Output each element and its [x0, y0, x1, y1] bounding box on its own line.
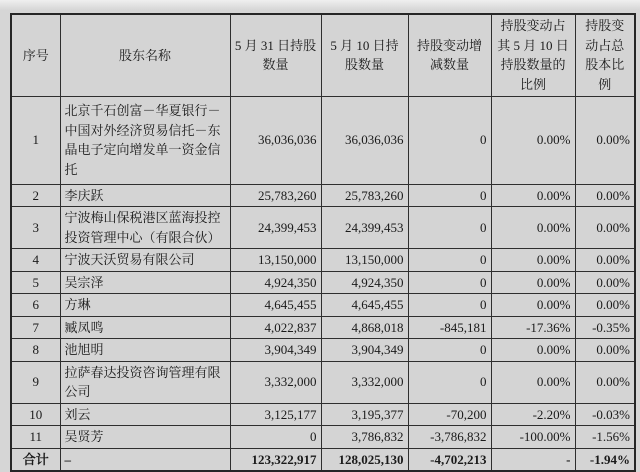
cell-change: 0 [408, 271, 491, 294]
cell-may10: 3,332,000 [321, 361, 408, 403]
cell-may31: 4,645,455 [230, 294, 321, 317]
cell-may31: 3,125,177 [230, 403, 321, 426]
cell-change: -70,200 [408, 403, 491, 426]
table-header [11, 14, 635, 96]
cell-name: 吴贤芳 [60, 426, 230, 449]
table-row [11, 403, 635, 426]
cell-may31: 36,036,036 [230, 96, 321, 184]
cell-pct_of_may10: -2.20% [491, 403, 575, 426]
cell-change: 0 [408, 184, 491, 207]
cell-pct_of_total: 0.00% [575, 294, 635, 317]
cell-name: 臧凤鸣 [60, 316, 230, 339]
cell-name: 吴宗泽 [60, 271, 230, 294]
cell-name: 池旭明 [60, 339, 230, 362]
column-header-pct_of_may10: 持股变动占其 5 月 10 日持股数量的比例 [491, 14, 575, 96]
table-row [11, 361, 635, 403]
cell-no: 3 [11, 207, 60, 249]
table-body [11, 96, 635, 471]
cell-pct_of_may10: 0.00% [491, 361, 575, 403]
cell-may31: 3,904,349 [230, 339, 321, 362]
cell-change: -3,786,832 [408, 426, 491, 449]
cell-may10: 3,786,832 [321, 426, 408, 449]
cell-pct_of_total: 0.00% [575, 271, 635, 294]
cell-pct_of_total: 0.00% [575, 96, 635, 184]
cell-change: -845,181 [408, 316, 491, 339]
column-header-pct_of_total: 持股变动占总股本比例 [575, 14, 635, 96]
column-header-may10: 5 月 10 日持股数量 [321, 14, 408, 96]
header-row [11, 14, 635, 96]
cell-name: 刘云 [60, 403, 230, 426]
total-row [11, 448, 635, 471]
cell-may31: 0 [230, 426, 321, 449]
total-cell-change: -4,702,213 [408, 448, 491, 471]
table-row [11, 96, 635, 184]
cell-pct_of_may10: 0.00% [491, 339, 575, 362]
cell-no: 5 [11, 271, 60, 294]
cell-may31: 4,924,350 [230, 271, 321, 294]
cell-may31: 25,783,260 [230, 184, 321, 207]
cell-may10: 4,924,350 [321, 271, 408, 294]
cell-pct_of_may10: -17.36% [491, 316, 575, 339]
total-cell-name: – [60, 448, 230, 471]
column-header-no: 序号 [11, 14, 60, 96]
cell-pct_of_total: -0.03% [575, 403, 635, 426]
table-row [11, 207, 635, 249]
cell-may10: 24,399,453 [321, 207, 408, 249]
cell-change: 0 [408, 249, 491, 272]
cell-change: 0 [408, 96, 491, 184]
cell-name: 北京千石创富－华夏银行－中国对外经济贸易信托－东晶电子定向增发单一资金信托 [60, 96, 230, 184]
cell-pct_of_total: -0.35% [575, 316, 635, 339]
cell-name: 李庆跃 [60, 184, 230, 207]
total-cell-no: 合计 [11, 448, 60, 471]
cell-may10: 3,195,377 [321, 403, 408, 426]
total-cell-may10: 128,025,130 [321, 448, 408, 471]
table-row [11, 294, 635, 317]
cell-change: 0 [408, 207, 491, 249]
shareholder-holdings-table [10, 13, 636, 472]
table-row [11, 316, 635, 339]
cell-may10: 4,868,018 [321, 316, 408, 339]
cell-may10: 25,783,260 [321, 184, 408, 207]
cell-pct_of_total: 0.00% [575, 361, 635, 403]
table-row [11, 426, 635, 449]
cell-pct_of_may10: 0.00% [491, 207, 575, 249]
cell-pct_of_may10: 0.00% [491, 96, 575, 184]
table-row [11, 184, 635, 207]
cell-pct_of_may10: 0.00% [491, 184, 575, 207]
cell-change: 0 [408, 361, 491, 403]
cell-may10: 3,904,349 [321, 339, 408, 362]
total-cell-pct_of_may10: - [491, 448, 575, 471]
cell-may10: 13,150,000 [321, 249, 408, 272]
table-row [11, 339, 635, 362]
table-row [11, 249, 635, 272]
cell-no: 2 [11, 184, 60, 207]
total-cell-may31: 123,322,917 [230, 448, 321, 471]
cell-may31: 4,022,837 [230, 316, 321, 339]
cell-name: 拉萨春达投资咨询管理有限公司 [60, 361, 230, 403]
cell-may31: 13,150,000 [230, 249, 321, 272]
cell-pct_of_may10: 0.00% [491, 271, 575, 294]
cell-name: 方琳 [60, 294, 230, 317]
column-header-name: 股东名称 [60, 14, 230, 96]
cell-no: 1 [11, 96, 60, 184]
cell-no: 4 [11, 249, 60, 272]
cell-pct_of_total: 0.00% [575, 207, 635, 249]
cell-no: 9 [11, 361, 60, 403]
cell-name: 宁波梅山保税港区蓝海投控投资管理中心（有限合伙） [60, 207, 230, 249]
cell-may10: 36,036,036 [321, 96, 408, 184]
total-cell-pct_of_total: -1.94% [575, 448, 635, 471]
cell-may31: 24,399,453 [230, 207, 321, 249]
table-row [11, 271, 635, 294]
cell-change: 0 [408, 339, 491, 362]
cell-no: 11 [11, 426, 60, 449]
cell-pct_of_may10: -100.00% [491, 426, 575, 449]
cell-no: 10 [11, 403, 60, 426]
cell-no: 6 [11, 294, 60, 317]
cell-pct_of_total: 0.00% [575, 339, 635, 362]
cell-pct_of_may10: 0.00% [491, 249, 575, 272]
cell-pct_of_total: 0.00% [575, 249, 635, 272]
cell-change: 0 [408, 294, 491, 317]
cell-pct_of_total: -1.56% [575, 426, 635, 449]
cell-name: 宁波天沃贸易有限公司 [60, 249, 230, 272]
cell-may31: 3,332,000 [230, 361, 321, 403]
column-header-may31: 5 月 31 日持股数量 [230, 14, 321, 96]
cell-may10: 4,645,455 [321, 294, 408, 317]
column-header-change: 持股变动增减数量 [408, 14, 491, 96]
cell-no: 8 [11, 339, 60, 362]
cell-pct_of_total: 0.00% [575, 184, 635, 207]
cell-pct_of_may10: 0.00% [491, 294, 575, 317]
cell-no: 7 [11, 316, 60, 339]
